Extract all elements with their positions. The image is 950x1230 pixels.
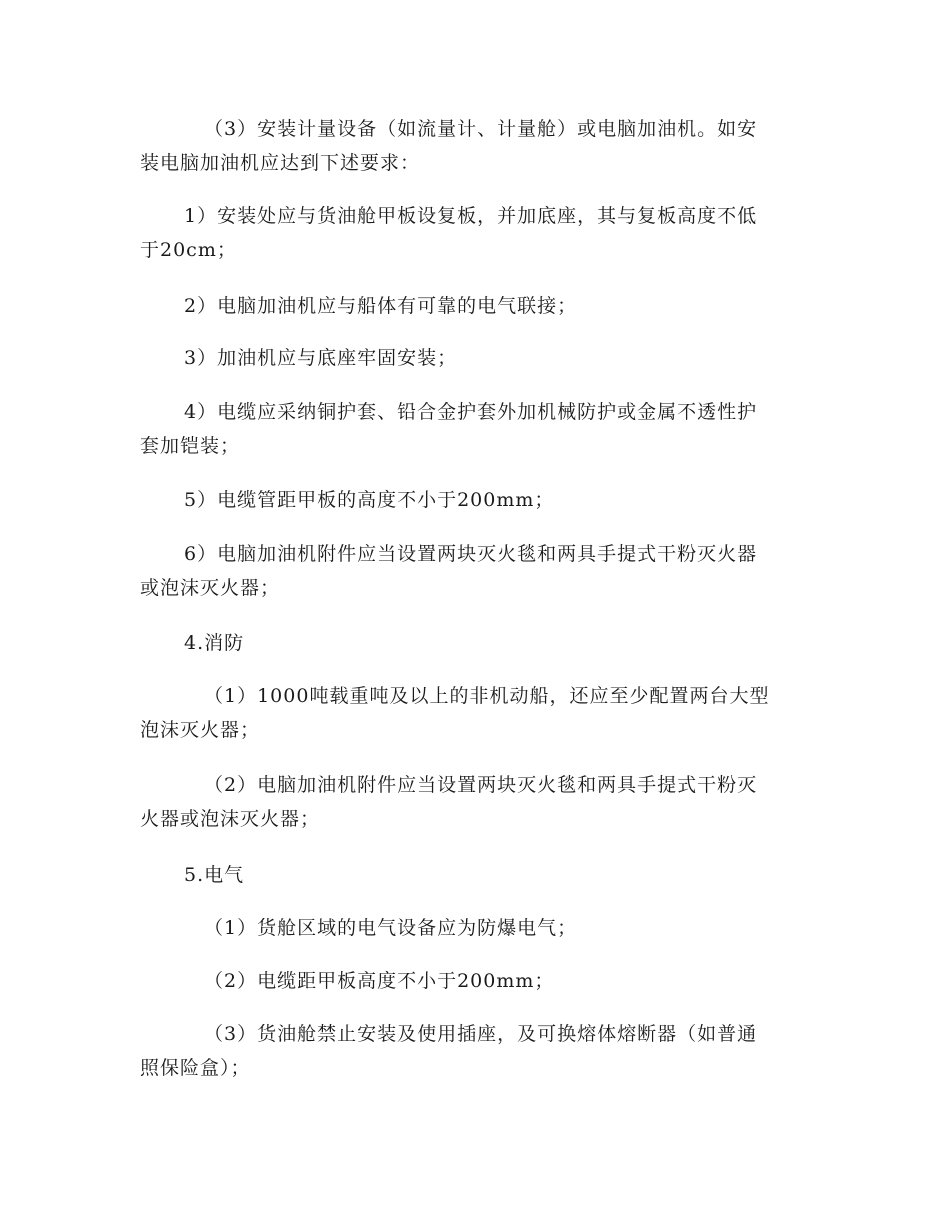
text-line: （1）1000吨载重吨及以上的非机动船，还应至少配置两台大型: [204, 685, 770, 707]
text-line: 泡沫灭火器；: [140, 719, 261, 741]
text-line: 5）电缆管距甲板的高度不小于200mm；: [184, 489, 555, 511]
section-heading-fire: [140, 626, 808, 660]
paragraph-fire-1: [140, 679, 808, 747]
text-line: 装电脑加油机应达到下述要求：: [140, 152, 421, 174]
text-line: 6）电脑加油机附件应当设置两块灭火毯和两具手提式干粉灭火器: [184, 543, 758, 565]
text-line: 4）电缆应采纳铜护套、铅合金护套外加机械防护或金属不透性护: [184, 401, 758, 423]
text-line: 3）加油机应与底座牢固安装；: [184, 347, 458, 369]
text-line: 2）电脑加油机应与船体有可靠的电气联接；: [184, 295, 578, 317]
paragraph-item-1: [140, 199, 808, 267]
text-line: 套加铠装；: [140, 435, 241, 457]
text-line: （2）电脑加油机附件应当设置两块灭火毯和两具手提式干粉灭: [204, 774, 758, 796]
text-line: （1）货舱区域的电气设备应为防爆电气；: [204, 917, 578, 939]
section-heading-electric: [140, 858, 808, 892]
text-line: 火器或泡沫灭火器；: [140, 808, 321, 830]
text-line: 4.消防: [184, 632, 245, 654]
text-line: （2）电缆距甲板高度不小于200mm；: [204, 970, 555, 992]
text-line: 于20cm；: [140, 239, 237, 261]
paragraph-item-4: [140, 395, 808, 463]
paragraph-item-6: [140, 537, 808, 605]
text-line: 1）安装处应与货油舱甲板设复板，并加底座，其与复板高度不低: [184, 205, 758, 227]
paragraph-electric-2: [140, 964, 808, 998]
text-line: 照保险盒）；: [140, 1057, 251, 1079]
paragraph-item-3: [140, 341, 808, 375]
paragraph-item-2: [140, 289, 808, 323]
text-line: 5.电气: [184, 864, 245, 886]
paragraph-item-5: [140, 483, 808, 517]
paragraph-fire-2: [140, 768, 808, 836]
paragraph-electric-1: [140, 911, 808, 945]
text-line: 或泡沫灭火器；: [140, 577, 281, 599]
paragraph-electric-3: [140, 1017, 808, 1085]
text-line: （3）安装计量设备（如流量计、计量舱）或电脑加油机。如安: [204, 118, 758, 140]
paragraph-install-metering: [140, 112, 808, 180]
text-line: （3）货油舱禁止安装及使用插座，及可换熔体熔断器（如普通: [204, 1023, 758, 1045]
